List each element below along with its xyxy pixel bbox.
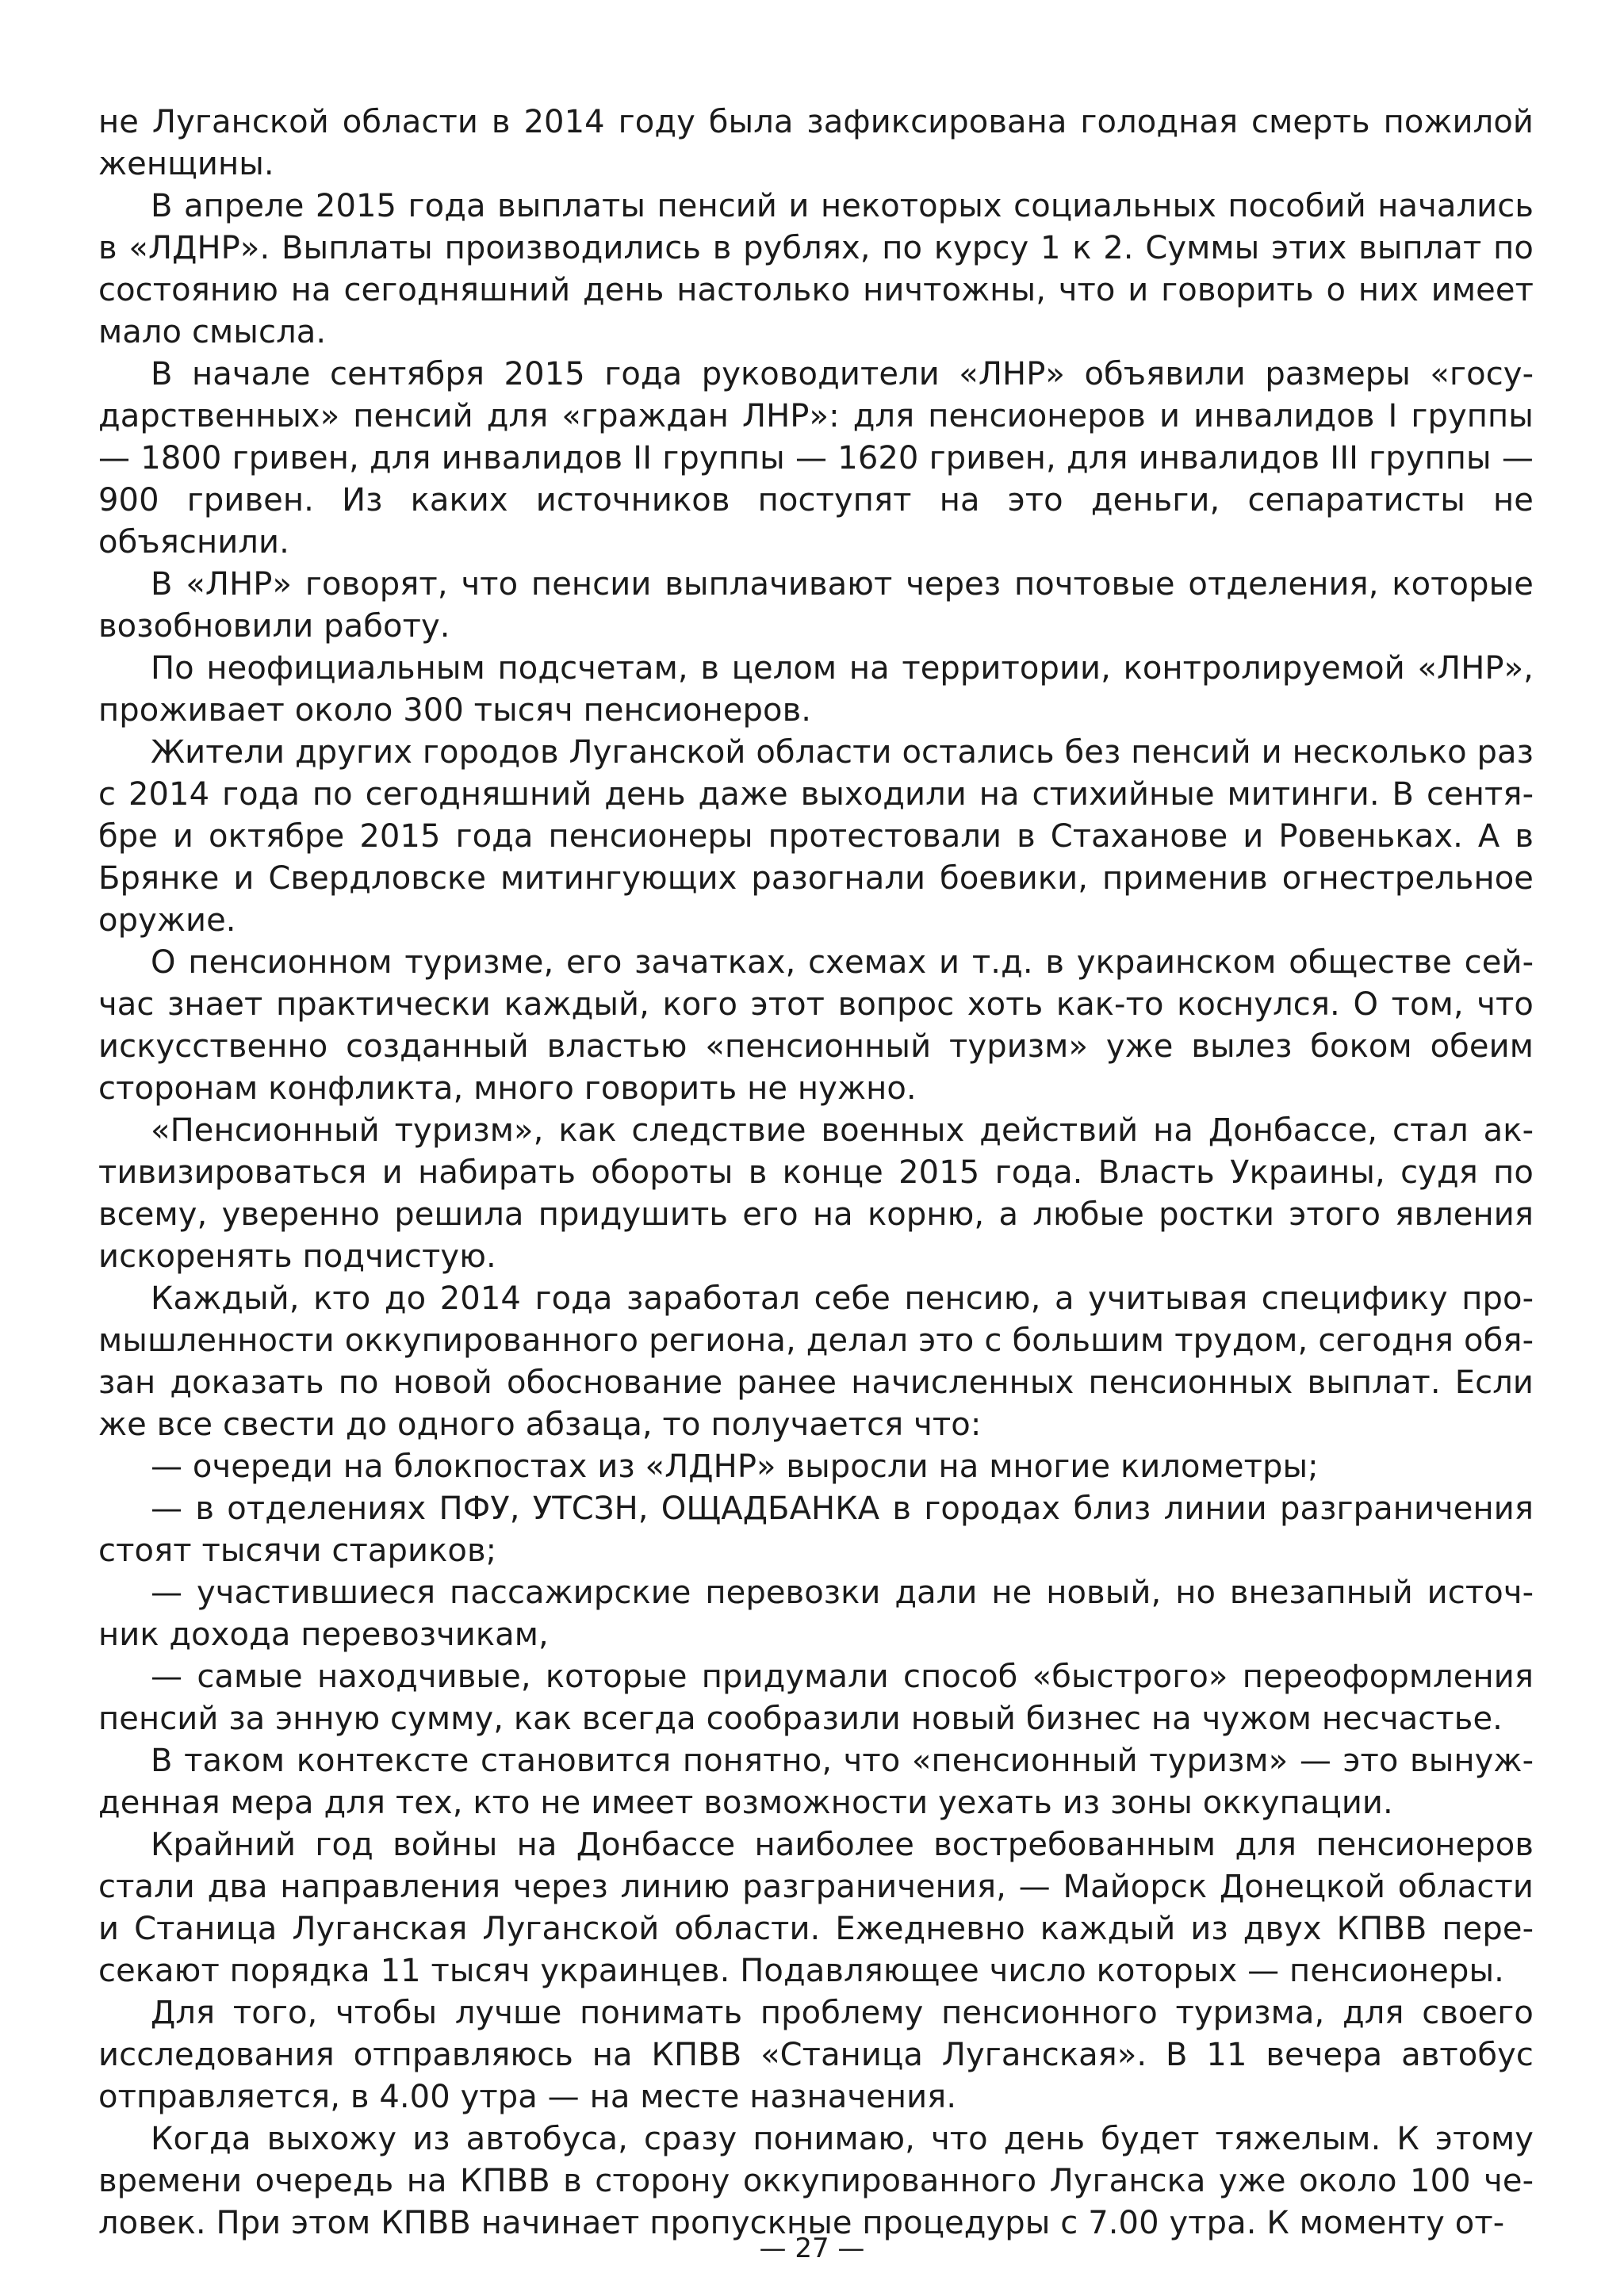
- paragraph-10: В таком контексте становится понятно, что «пенсионный туризм» — это вынужденная мера для тех, кто не имеет возможности уехать из зоны оккупации.: [98, 1743, 1534, 1821]
- body-text: [98, 101, 1534, 2244]
- paragraph-5: По неофициальным подсчетам, в целом на территории, контролируемой «ЛНР», проживает около 300 тысяч пенсионеров.: [98, 650, 1534, 729]
- paragraph-7: О пенсионном туризме, его зачатках, схемах и т.д. в украинском обществе сейчас знает практически каждый, кого этот вопрос хоть как-то коснулся. О том, что искусственно созданный властью «пенсионный туризм» уже вылез боком обеим сторонам конфликта, много говорить не нужно.: [98, 944, 1534, 1107]
- list-item-2: — в отделениях ПФУ, УТСЗН, ОЩАДБАНКА в городах близ линии разграничения стоят тысячи стариков;: [98, 1490, 1534, 1569]
- list-item-3: — участившиеся пассажирские перевозки дали не новый, но внезапный источник дохода перевозчикам,: [98, 1575, 1534, 1653]
- paragraph-6: Жители других городов Луганской области остались без пенсий и несколько раз с 2014 года по сегодняшний день даже выходили на стихийные митинги. В сентябре и октябре 2015 года пенсионеры протестовали в Стаханове и Ровеньках. А в Брянке и Свердловске митингующих разогнали боевики, применив огнестрельное оружие.: [98, 734, 1534, 939]
- list-item-1: — очереди на блокпостах из «ЛДНР» выросли на многие километры;: [151, 1448, 1319, 1485]
- paragraph-13: Когда выхожу из автобуса, сразу понимаю, что день будет тяжелым. К этому времени очередь на КПВВ в сторону оккупированного Луганска уже около 100 человек. При этом КПВВ начинает пропускные процедуры с 7.00 утра. К моменту от-: [98, 2121, 1534, 2241]
- paragraph-11: Крайний год войны на Донбассе наиболее востребованным для пенсионеров стали два направления через линию разграничения, — Майорск Донецкой области и Станица Луганская Луганской области. Ежедневно каждый из двух КПВВ пересекают порядка 11 тысяч украинцев. Подавляющее число которых — пенсионеры.: [98, 1827, 1534, 1989]
- page-number: — 27 —: [759, 2233, 865, 2264]
- list-item-4: — самые находчивые, которые придумали способ «быстрого» переоформления пенсий за энную сумму, как всегда сообразили новый бизнес на чужом несчастье.: [98, 1659, 1534, 1737]
- paragraph-9: Каждый, кто до 2014 года заработал себе пенсию, а учитывая специфику промышленности оккупированного региона, делал это с большим трудом, сегодня обязан доказать по новой обоснование ранее начисленных пенсионных выплат. Если же все свести до одного абзаца, то получается что:: [98, 1280, 1534, 1443]
- paragraph-8: «Пенсионный туризм», как следствие военных действий на Донбассе, стал активизироваться и набирать обороты в конце 2015 года. Власть Украины, судя по всему, уверенно решила придушить его на корню, а любые ростки этого явления искоренять подчистую.: [98, 1112, 1534, 1275]
- paragraph-1: не Луганской области в 2014 году была зафиксирована голодная смерть пожилой женщины.: [98, 104, 1534, 182]
- paragraph-12: Для того, чтобы лучше понимать проблему пенсионного туризма, для своего исследования отправляюсь на КПВВ «Станица Луганская». В 11 вечера автобус отправляется, в 4.00 утра — на месте назначения.: [98, 1995, 1534, 2115]
- paragraph-4: В «ЛНР» говорят, что пенсии выплачивают через почтовые отделения, которые возобновили работу.: [98, 566, 1534, 645]
- paragraph-2: В апреле 2015 года выплаты пенсий и некоторых социальных пособий начались в «ЛДНР». Выплаты производились в рублях, по курсу 1 к 2. Суммы этих выплат по состоянию на сегодняшний день настолько ничтожны, что и говорить о них имеет мало смысла.: [98, 188, 1534, 350]
- paragraph-3: В начале сентября 2015 года руководители «ЛНР» объявили размеры «государственных» пенсий для «граждан ЛНР»: для пенсионеров и инвалидов I группы — 1800 гривен, для инвалидов II группы — 1620 гривен, для инвалидов III группы — 900 гривен. Из каких источников поступят на это деньги, сепаратисты не объяснили.: [98, 356, 1534, 561]
